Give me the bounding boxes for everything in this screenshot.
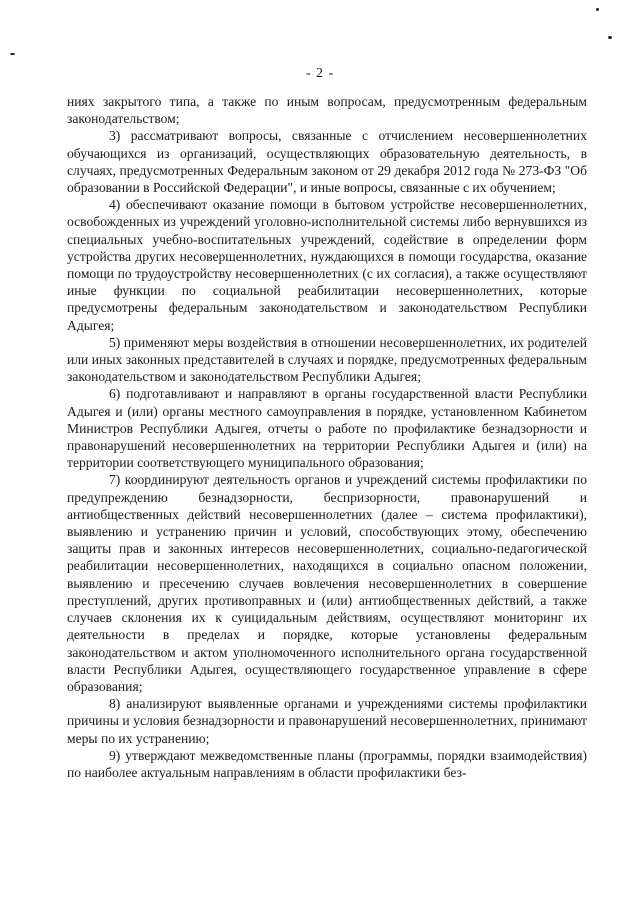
paragraph-item-3: 3) рассматривают вопросы, связанные с отчислением несовершеннолетних обучающихся из организаций, осуществляющих образовательную деятельность, в случаях, предусмотренных Федеральным законом от 29 декабря 2012 года № 273-ФЗ "Об образовании в Российской Федерации", и иные вопросы, связанные с их обучением; <box>67 128 587 196</box>
paragraph-item-6: 6) подготавливают и направляют в органы государственной власти Республики Адыгея и (или) органы местного самоуправления в порядке, установленном Кабинетом Министров Республики Адыгея, отчеты о работе по профилактике безнадзорности и правонарушений несовершеннолетних на территории Республики Адыгея и (или) на территории соответствующего муниципального образования; <box>67 386 587 471</box>
paragraph-item-8: 8) анализируют выявленные органами и учреждениями системы профилактики причины и условия безнадзорности и правонарушений несовершеннолетних, принимают меры по их устранению; <box>67 696 587 746</box>
page-number: - 2 - <box>305 66 335 81</box>
document-body <box>67 93 587 781</box>
paragraph-item-9: 9) утверждают межведомственные планы (программы, порядки взаимодействия) по наиболее актуальным направлениям в области профилактики без- <box>67 747 587 780</box>
paragraph-item-5: 5) применяют меры воздействия в отношении несовершеннолетних, их родителей или иных законных представителей в случаях и порядке, предусмотренных федеральным законодательством и законодательством Республики Адыгея; <box>67 334 587 385</box>
scan-speck <box>10 53 15 55</box>
paragraph-item-4: 4) обеспечивают оказание помощи в бытовом устройстве несовершеннолетних, освобожденных из учреждений уголовно-исполнительной системы либо вернувшихся из специальных учебно-воспитательных учреждений, содействие в определении форм устройства других несовершеннолетних, нуждающихся в помощи государства, оказание помощи по трудоустройству несовершеннолетних (с их согласия), а также осуществляют иные функции по социальной реабилитации несовершеннолетних, которые предусмотрены федеральным законодательством и законодательством Республики Адыгея; <box>67 197 587 333</box>
scan-speck <box>596 8 599 11</box>
paragraph-continuation: ниях закрытого типа, а также по иным вопросам, предусмотренным федеральным законодательством; <box>67 94 587 127</box>
paragraph-item-7: 7) координируют деятельность органов и учреждений системы профилактики по предупреждению безнадзорности, беспризорности, правонарушений и антиобщественных действий несовершеннолетних (далее – система профилактики), выявлению и устранению причин и условий, способствующих этому, обеспечению защиты прав и законных интересов несовершеннолетних, социально-педагогической реабилитации несовершеннолетних, находящихся в социально опасном положении, выявлению и пресечению случаев вовлечения несовершеннолетних в совершение преступлений, других противоправных и (или) антиобщественных действий, а также случаев склонения их к суицидальным действиям, осуществляют мониторинг их деятельности в пределах и порядке, которые установлены федеральным законодательством и актом уполномоченного исполнительного органа государственной власти Республики Адыгея, осуществляющего государственное управление в сфере образования; <box>67 472 587 694</box>
scan-speck <box>608 36 612 39</box>
